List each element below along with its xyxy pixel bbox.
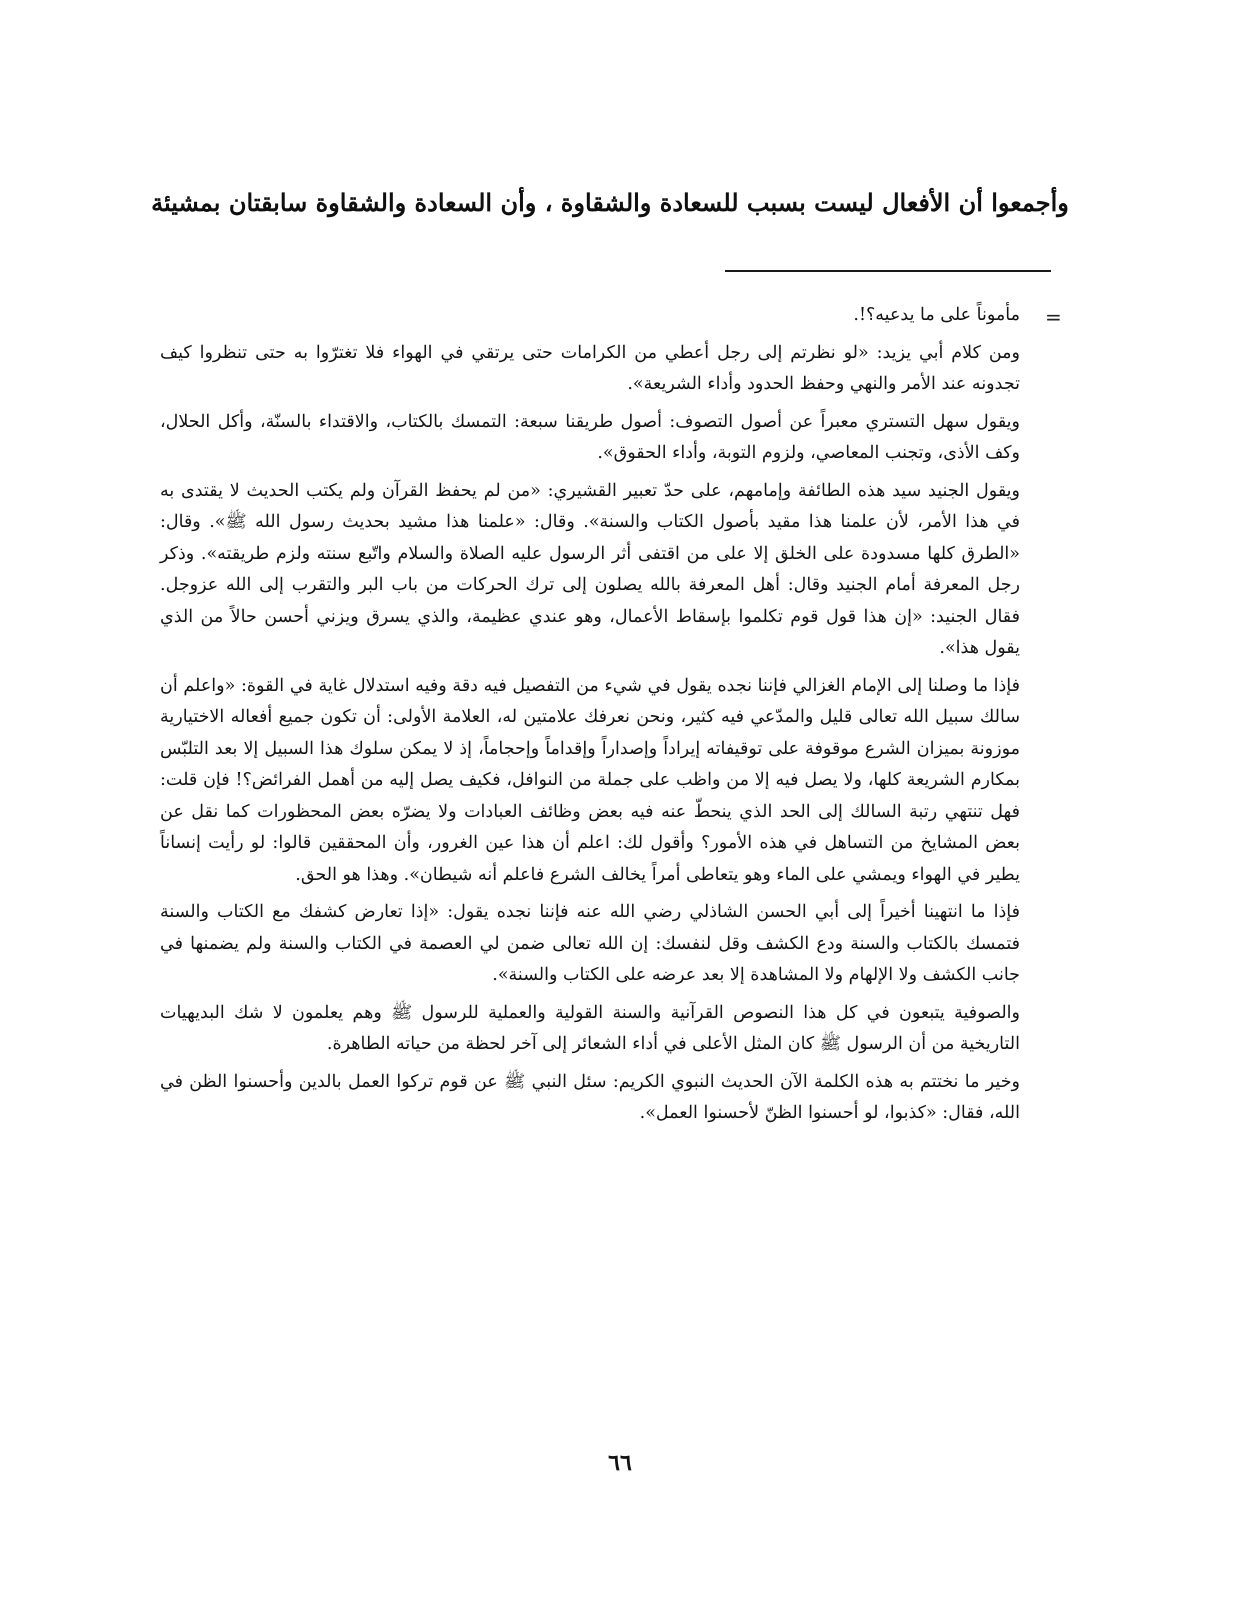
- page-heading-line: وأجمعوا أن الأفعال ليست بسبب للسعادة والشقاوة ، وأن السعادة والشقاوة سابقتان بمشيئة: [151, 188, 1069, 217]
- page-number: ٦٦: [608, 1450, 632, 1476]
- paragraph-1: مأموناً على ما يدعيه؟!.: [853, 305, 1020, 325]
- paragraph-5: فإذا ما وصلنا إلى الإمام الغزالي فإننا نجده يقول في شيء من التفصيل فيه دقة وفيه استدلال غاية في القوة: «واعلم أن سالك سبيل الله تعالى قليل والمدّعي فيه كثير، ونحن نعرفك علامتين له، العلامة الأولى: أن تكون جميع أفعاله الاختيارية موزونة بميزان الشرع موقوفة على توقيفاته إيراداً وإصداراً وإقداماً وإحجاماً، إذ لا يمكن سلوك هذا السبيل إلا بعد التلبّس بمكارم الشريعة كلها، ولا يصل فيه إلا من واظب على جملة من النوافل، فكيف يصل إليه من أهمل الفرائض؟! فإن قلت: فهل تنتهي رتبة السالك إلى الحد الذي ينحطّ عنه فيه بعض وظائف العبادات ولا يضرّه بعض المحظورات كما نقل عن بعض المشايخ من التساهل في هذه الأمور؟ وأقول لك: اعلم أن هذا عين الغرور، وأن المحققين قالوا: لو رأيت إنساناً يطير في الهواء ويمشي على الماء وهو يتعاطى أمراً يخالف الشرع فاعلم أنه شيطان». وهذا هو الحق.: [160, 675, 1020, 885]
- paragraph-3: ويقول سهل التستري معبراً عن أصول التصوف: أصول طريقنا سبعة: التمسك بالكتاب، والاقتداء بالسنّة، وأكل الحلال، وكف الأذى، وتجنب المعاصي، ولزوم التوبة، وأداء الحقوق».: [160, 411, 1020, 463]
- paragraph-8: وخير ما نختتم به هذه الكلمة الآن الحديث النبوي الكريم: سئل النبي ﷺ عن قوم تركوا العمل بالدين وأحسنوا الظن في الله، فقال: «كذبوا، لو أحسنوا الظنّ لأحسنوا العمل».: [160, 1071, 1020, 1123]
- footnote-body: [160, 300, 1020, 1136]
- paragraph-6: فإذا ما انتهينا أخيراً إلى أبي الحسن الشاذلي رضي الله عنه فإننا نجده يقول: «إذا تعارض كشفك مع الكتاب والسنة فتمسك بالكتاب والسنة ودع الكشف وقل لنفسك: إن الله تعالى ضمن لي العصمة في الكتاب والسنة ولم يضمنها في جانب الكشف ولا الإلهام ولا المشاهدة إلا بعد عرضه على الكتاب والسنة».: [160, 902, 1020, 985]
- paragraph-4: ويقول الجنيد سيد هذه الطائفة وإمامهم، على حدّ تعبير القشيري: «من لم يحفظ القرآن ولم يكتب الحديث لا يقتدى به في هذا الأمر، لأن علمنا هذا مقيد بأصول الكتاب والسنة». وقال: «علمنا هذا مشيد بحديث رسول الله ﷺ». وقال: «الطرق كلها مسدودة على الخلق إلا على من اقتفى أثر الرسول عليه الصلاة والسلام واتّبع سنته ولزم طريقته». وذكر رجل المعرفة أمام الجنيد وقال: أهل المعرفة بالله يصلون إلى ترك الحركات من باب البر والتقرب إلى الله عزوجل. فقال الجنيد: «إن هذا قول قوم تكلموا بإسقاط الأعمال، وهو عندي عظيمة، والذي يسرق ويزني أحسن حالاً من الذي يقول هذا».: [160, 480, 1020, 658]
- footnote-separator-rule: [725, 270, 1051, 272]
- footnote-marker: =: [1045, 305, 1062, 329]
- paragraph-2: ومن كلام أبي يزيد: «لو نظرتم إلى رجل أعطي من الكرامات حتى يرتقي في الهواء فلا تغترّوا به حتى تنظروا كيف تجدونه عند الأمر والنهي وحفظ الحدود وأداء الشريعة».: [160, 342, 1020, 394]
- paragraph-7: والصوفية يتبعون في كل هذا النصوص القرآنية والسنة القولية والعملية للرسول ﷺ وهم يعلمون لا شك البديهيات التاريخية من أن الرسول ﷺ كان المثل الأعلى في أداء الشعائر إلى آخر لحظة من حياته الطاهرة.: [160, 1002, 1020, 1054]
